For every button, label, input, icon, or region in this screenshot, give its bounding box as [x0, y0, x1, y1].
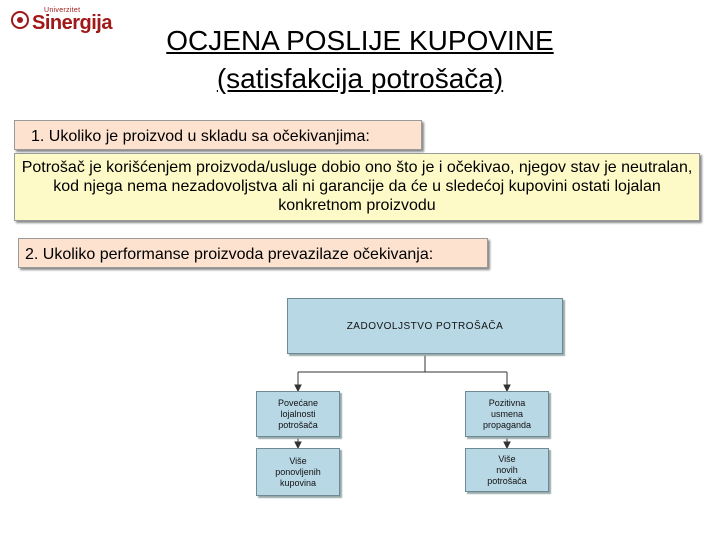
case-two-heading: 2. Ukoliko performanse proizvoda prevazilaze očekivanja:	[18, 238, 488, 268]
case-one-description: Potrošač je korišćenjem proizvoda/usluge dobio ono što je i očekivao, njegov stav je neutralan, kod njega nema nezadovoljstva ali ni garancije da će u sledećoj kupovini ostati lojalan konkretnom proizvodu	[14, 153, 700, 221]
page-subtitle: (satisfakcija potrošača)	[216, 63, 504, 94]
logo-small-text: Univerzitet	[44, 7, 81, 14]
node-more-new-customers: Više novih potrošača	[465, 448, 549, 492]
case-one-heading: 1. Ukoliko je proizvod u skladu sa očekivanjima:	[14, 120, 422, 150]
logo-name: Sinergija	[32, 12, 112, 34]
node-more-repeat-purchases: Više ponovljenih kupovina	[256, 448, 340, 496]
node-customer-satisfaction: ZADOVOLJSTVO POTROŠAČA	[287, 298, 563, 354]
node-increased-loyalty: Povećane lojalnosti potrošača	[256, 391, 340, 437]
node-positive-word-of-mouth: Pozitivna usmena propaganda	[465, 391, 549, 437]
page-title: OCJENA POSLIJE KUPOVINE	[166, 25, 554, 56]
